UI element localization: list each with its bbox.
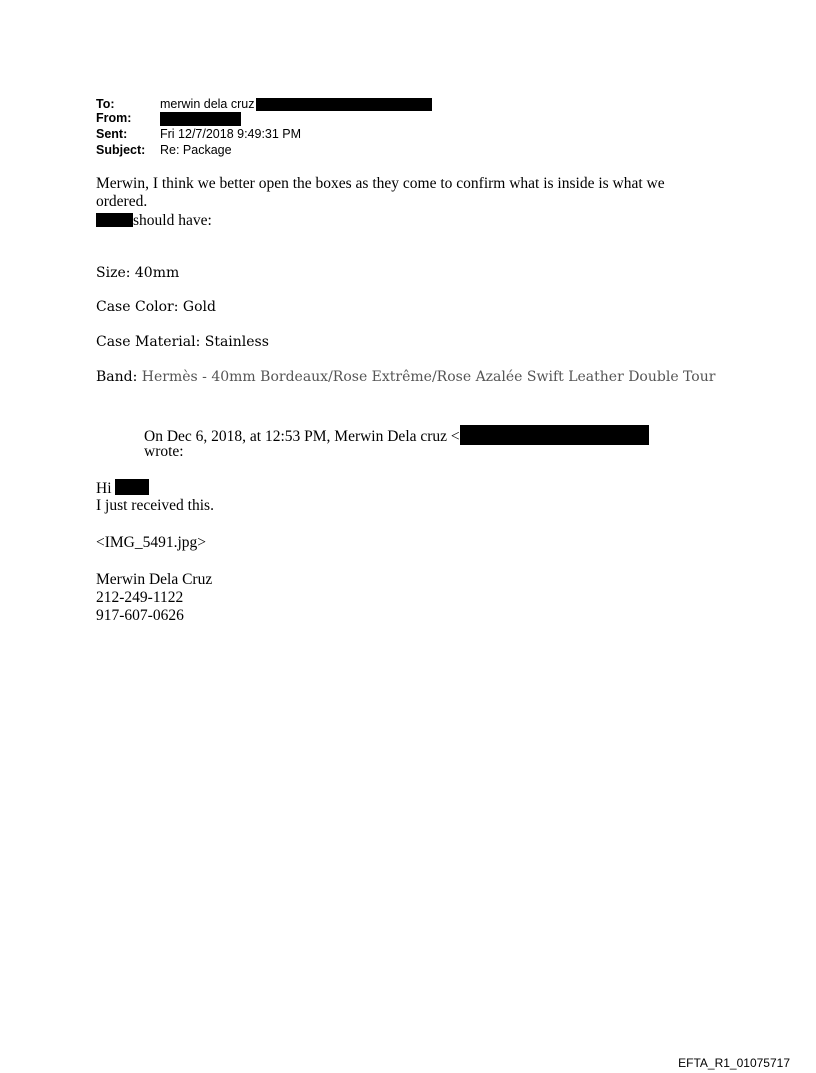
spec-size: Size: 40mm <box>96 265 180 281</box>
quote-intro-text: On Dec 6, 2018, at 12:53 PM, Merwin Dela cruz < <box>144 428 460 445</box>
to-label: To: <box>96 97 115 111</box>
sent-label: Sent: <box>96 127 128 141</box>
from-label: From: <box>96 111 132 125</box>
reply-attachment: <IMG_5491.jpg> <box>96 534 207 551</box>
reply-line-1: I just received this. <box>96 497 214 514</box>
quote-intro <box>144 425 649 446</box>
spec-case-material: Case Material: Stainless <box>96 334 269 350</box>
signature-phone-2: 917-607-0626 <box>96 607 184 624</box>
body-line-2: ordered. <box>96 193 148 210</box>
subject-label: Subject: <box>96 143 146 157</box>
redaction-from <box>160 112 241 126</box>
bates-number: EFTA_R1_01075717 <box>678 1056 790 1070</box>
reply-greeting <box>96 479 149 498</box>
redaction-quote-email <box>460 425 649 445</box>
signature-name: Merwin Dela Cruz <box>96 571 213 588</box>
subject-value: Re: Package <box>160 143 232 157</box>
quote-wrote: wrote: <box>144 443 184 460</box>
body-line-1: Merwin, I think we better open the boxes as they come to confirm what is inside is what we <box>96 175 665 192</box>
body-line-3 <box>96 212 212 230</box>
to-value <box>160 97 432 111</box>
signature-phone-1: 212-249-1122 <box>96 589 184 606</box>
redaction-greeting-name <box>115 479 149 495</box>
spec-band-value: Hermès - 40mm Bordeaux/Rose Extrême/Rose Azalée Swift Leather Double Tour <box>141 369 716 385</box>
to-name: merwin dela cruz <box>160 97 255 111</box>
redaction-to-email <box>256 98 432 111</box>
redaction-name <box>96 213 133 227</box>
spec-case-color: Case Color: Gold <box>96 299 216 315</box>
spec-band-label: Band: <box>96 369 142 385</box>
from-value <box>160 111 241 126</box>
reply-greeting-text: Hi <box>96 480 112 497</box>
body-line-3-text: should have: <box>133 212 212 229</box>
sent-value: Fri 12/7/2018 9:49:31 PM <box>160 127 302 141</box>
spec-band <box>96 368 715 386</box>
